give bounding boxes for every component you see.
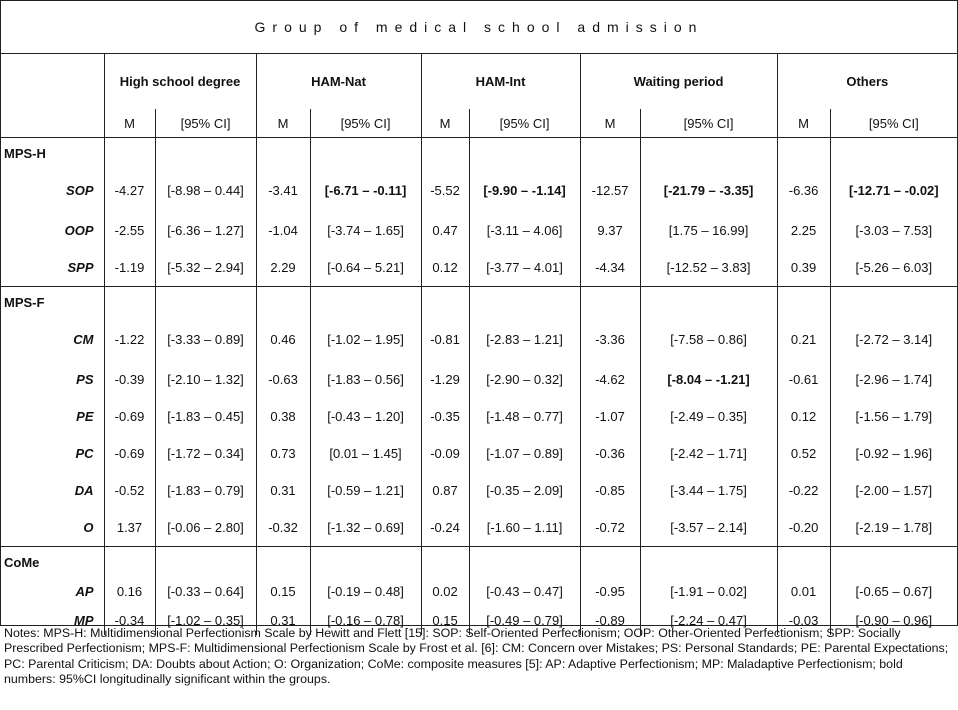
ci-cell: [-2.24 – 0.47] (640, 606, 777, 635)
row-label: AP (75, 584, 94, 599)
section-filler (104, 547, 155, 578)
section-filler (830, 287, 957, 318)
row-label: CM (73, 331, 94, 347)
row-label: OOP (64, 223, 94, 238)
mean-cell: -3.41 (256, 168, 310, 212)
mean-cell: -1.22 (104, 317, 155, 361)
ci-cell: [-1.72 – 0.34] (155, 435, 256, 472)
section-title: CoMe (1, 547, 104, 578)
mean-cell: -5.52 (421, 168, 469, 212)
ci-cell: [-12.71 – -0.02] (830, 168, 957, 212)
section-title: MPS-F (1, 287, 104, 318)
mean-cell: -0.85 (580, 472, 640, 509)
table-row (1, 577, 957, 606)
ci-cell: [-0.35 – 2.09] (469, 472, 580, 509)
results-table (1, 53, 957, 635)
ci-cell: [-1.07 – 0.89] (469, 435, 580, 472)
header-corner (1, 53, 104, 109)
subheader-m: M (104, 109, 155, 138)
mean-cell: 0.16 (104, 577, 155, 606)
section-filler (640, 547, 777, 578)
section-filler (580, 547, 640, 578)
mean-cell: -2.55 (104, 212, 155, 249)
section-row (1, 138, 957, 169)
section-filler (830, 547, 957, 578)
ci-cell: [-3.33 – 0.89] (155, 317, 256, 361)
section-title: MPS-H (4, 145, 46, 161)
mean-cell: 0.15 (421, 606, 469, 635)
row-label: SOP (66, 182, 94, 198)
mean-cell: 0.21 (777, 317, 830, 361)
ci-cell: [-3.57 – 2.14] (640, 509, 777, 547)
ci-cell: [-6.36 – 1.27] (155, 212, 256, 249)
mean-cell: 9.37 (580, 212, 640, 249)
mean-cell: -1.19 (104, 249, 155, 287)
ci-cell: [-0.64 – 5.21] (310, 249, 421, 287)
ci-cell: [-2.19 – 1.78] (830, 509, 957, 547)
ci-cell: [-9.90 – -1.14] (469, 168, 580, 212)
ci-cell: [-2.72 – 3.14] (830, 317, 957, 361)
table-row (1, 435, 957, 472)
mean-cell: -0.95 (580, 577, 640, 606)
section-filler (256, 287, 310, 318)
mean-cell: -6.36 (777, 168, 830, 212)
ci-cell: [-0.90 – 0.96] (830, 606, 957, 635)
section-filler (310, 547, 421, 578)
row-label: DA (74, 483, 94, 498)
section-filler (580, 287, 640, 318)
section-filler (830, 138, 957, 169)
ci-cell: [-2.49 – 0.35] (640, 398, 777, 435)
mean-cell: 0.46 (256, 317, 310, 361)
table-title: Group of medical school admission (1, 1, 957, 54)
mean-cell: -0.34 (104, 606, 155, 635)
ci-cell: [1.75 – 16.99] (640, 212, 777, 249)
mean-cell: 0.12 (421, 249, 469, 287)
mean-cell: -0.22 (777, 472, 830, 509)
mean-cell: 0.38 (256, 398, 310, 435)
ci-cell: [-1.02 – 0.35] (155, 606, 256, 635)
group-header: Waiting period (580, 53, 777, 109)
mean-cell: -0.72 (580, 509, 640, 547)
row-label: PC (75, 446, 94, 461)
section-filler (155, 547, 256, 578)
ci-cell: [-3.44 – 1.75] (640, 472, 777, 509)
table-notes: Notes: MPS-H: Multidimensional Perfectionism Scale by Hewitt and Flett [15]: SOP: Self-Oriented Perfectionism; OOP: Other-Oriented Perfectionism; SPP: Socially Prescribed Perfectionism; MPS-F: Multidimensional Perfectionism Scale by Frost et al. [6]: CM: Concern over Mistakes; PS: Personal Standards; PE: Parental Expectations; PC: Parental Criticism; DA: Doubts about Action; O: Organization; CoMe: composite measures [5]: AP: Adaptive Perfectionism; MP: Maladaptive Perfectionism; bold numbers: 95%CI longitudinally significant within the groups. (4, 626, 949, 687)
group-header: HAM-Nat (256, 53, 421, 109)
ci-cell: [-0.16 – 0.78] (310, 606, 421, 635)
ci-cell: [-0.65 – 0.67] (830, 577, 957, 606)
table-row (1, 249, 957, 287)
mean-cell: -0.20 (777, 509, 830, 547)
mean-cell: 0.52 (777, 435, 830, 472)
subheader-ci: [95% CI] (469, 109, 580, 138)
row-label: PE (76, 409, 94, 424)
mean-cell: 0.31 (256, 606, 310, 635)
section-filler (777, 287, 830, 318)
mean-cell: -0.35 (421, 398, 469, 435)
section-filler (310, 287, 421, 318)
table-row (1, 472, 957, 509)
mean-cell: -0.03 (777, 606, 830, 635)
ci-cell: [-0.19 – 0.48] (310, 577, 421, 606)
subheader-m: M (256, 109, 310, 138)
mean-cell: 0.12 (777, 398, 830, 435)
ci-cell: [-1.48 – 0.77] (469, 398, 580, 435)
section-filler (256, 138, 310, 169)
table-row (1, 398, 957, 435)
section-filler (469, 287, 580, 318)
subheader-ci: [95% CI] (830, 109, 957, 138)
section-filler (421, 138, 469, 169)
section-row (1, 547, 957, 578)
mean-cell: 2.25 (777, 212, 830, 249)
ci-cell: [-1.83 – 0.45] (155, 398, 256, 435)
ci-cell: [-2.00 – 1.57] (830, 472, 957, 509)
mean-cell: -1.29 (421, 361, 469, 398)
mean-cell: 0.87 (421, 472, 469, 509)
group-header: Others (777, 53, 957, 109)
section-filler (580, 138, 640, 169)
mean-cell: 0.02 (421, 577, 469, 606)
ci-cell: [-0.43 – 0.47] (469, 577, 580, 606)
mean-cell: -0.89 (580, 606, 640, 635)
row-label: PS (76, 372, 94, 387)
section-filler (310, 138, 421, 169)
ci-cell: [-0.92 – 1.96] (830, 435, 957, 472)
ci-cell: [-3.11 – 4.06] (469, 212, 580, 249)
ci-cell: [-2.10 – 1.32] (155, 361, 256, 398)
section-filler (777, 138, 830, 169)
subheader-m: M (421, 109, 469, 138)
mean-cell: -0.24 (421, 509, 469, 547)
ci-cell: [-0.49 – 0.79] (469, 606, 580, 635)
ci-cell: [-1.32 – 0.69] (310, 509, 421, 547)
section-filler (640, 138, 777, 169)
mean-cell: -0.32 (256, 509, 310, 547)
ci-cell: [-2.96 – 1.74] (830, 361, 957, 398)
ci-cell: [-0.59 – 1.21] (310, 472, 421, 509)
mean-cell: -0.81 (421, 317, 469, 361)
mean-cell: -0.69 (104, 398, 155, 435)
mean-cell: 0.01 (777, 577, 830, 606)
subheader-row (1, 109, 957, 138)
ci-cell: [-1.56 – 1.79] (830, 398, 957, 435)
section-filler (640, 287, 777, 318)
ci-cell: [0.01 – 1.45] (310, 435, 421, 472)
mean-cell: 0.73 (256, 435, 310, 472)
ci-cell: [-1.83 – 0.79] (155, 472, 256, 509)
ci-cell: [-3.77 – 4.01] (469, 249, 580, 287)
ci-cell: [-1.83 – 0.56] (310, 361, 421, 398)
mean-cell: -0.63 (256, 361, 310, 398)
section-filler (421, 547, 469, 578)
section-filler (104, 287, 155, 318)
mean-cell: -3.36 (580, 317, 640, 361)
section-filler (469, 138, 580, 169)
ci-cell: [-8.98 – 0.44] (155, 168, 256, 212)
mean-cell: -0.09 (421, 435, 469, 472)
ci-cell: [-1.60 – 1.11] (469, 509, 580, 547)
table-row (1, 361, 957, 398)
subheader-m: M (580, 109, 640, 138)
row-label: SPP (67, 260, 94, 275)
table-row (1, 168, 957, 212)
mean-cell: 0.39 (777, 249, 830, 287)
ci-cell: [-5.32 – 2.94] (155, 249, 256, 287)
mean-cell: -0.69 (104, 435, 155, 472)
group-header: HAM-Int (421, 53, 580, 109)
mean-cell: 2.29 (256, 249, 310, 287)
subheader-ci: [95% CI] (155, 109, 256, 138)
mean-cell: 0.47 (421, 212, 469, 249)
ci-cell: [-5.26 – 6.03] (830, 249, 957, 287)
row-label: MP (74, 613, 94, 628)
subheader-m: M (777, 109, 830, 138)
ci-cell: [-8.04 – -1.21] (640, 361, 777, 398)
section-filler (155, 287, 256, 318)
mean-cell: -0.39 (104, 361, 155, 398)
mean-cell: 1.37 (104, 509, 155, 547)
group-header: High school degree (104, 53, 256, 109)
table-row (1, 317, 957, 361)
mean-cell: 0.31 (256, 472, 310, 509)
mean-cell: -0.36 (580, 435, 640, 472)
ci-cell: [-0.43 – 1.20] (310, 398, 421, 435)
group-header-row (1, 53, 957, 109)
table-row (1, 509, 957, 547)
ci-cell: [-21.79 – -3.35] (640, 168, 777, 212)
ci-cell: [-7.58 – 0.86] (640, 317, 777, 361)
ci-cell: [-3.03 – 7.53] (830, 212, 957, 249)
section-row (1, 287, 957, 318)
subheader-ci: [95% CI] (310, 109, 421, 138)
table-row (1, 212, 957, 249)
mean-cell: -12.57 (580, 168, 640, 212)
section-filler (421, 287, 469, 318)
mean-cell: 0.15 (256, 577, 310, 606)
section-filler (469, 547, 580, 578)
ci-cell: [-2.83 – 1.21] (469, 317, 580, 361)
ci-cell: [-2.42 – 1.71] (640, 435, 777, 472)
section-filler (256, 547, 310, 578)
mean-cell: -1.04 (256, 212, 310, 249)
ci-cell: [-1.02 – 1.95] (310, 317, 421, 361)
mean-cell: -0.52 (104, 472, 155, 509)
subheader-ci: [95% CI] (640, 109, 777, 138)
section-filler (777, 547, 830, 578)
mean-cell: -4.27 (104, 168, 155, 212)
mean-cell: -4.34 (580, 249, 640, 287)
subheader-corner (1, 109, 104, 138)
ci-cell: [-0.06 – 2.80] (155, 509, 256, 547)
row-label: O (83, 520, 94, 535)
mean-cell: -4.62 (580, 361, 640, 398)
section-filler (155, 138, 256, 169)
mean-cell: -1.07 (580, 398, 640, 435)
ci-cell: [-6.71 – -0.11] (310, 168, 421, 212)
ci-cell: [-3.74 – 1.65] (310, 212, 421, 249)
ci-cell: [-2.90 – 0.32] (469, 361, 580, 398)
ci-cell: [-1.91 – 0.02] (640, 577, 777, 606)
ci-cell: [-12.52 – 3.83] (640, 249, 777, 287)
section-filler (104, 138, 155, 169)
ci-cell: [-0.33 – 0.64] (155, 577, 256, 606)
mean-cell: -0.61 (777, 361, 830, 398)
